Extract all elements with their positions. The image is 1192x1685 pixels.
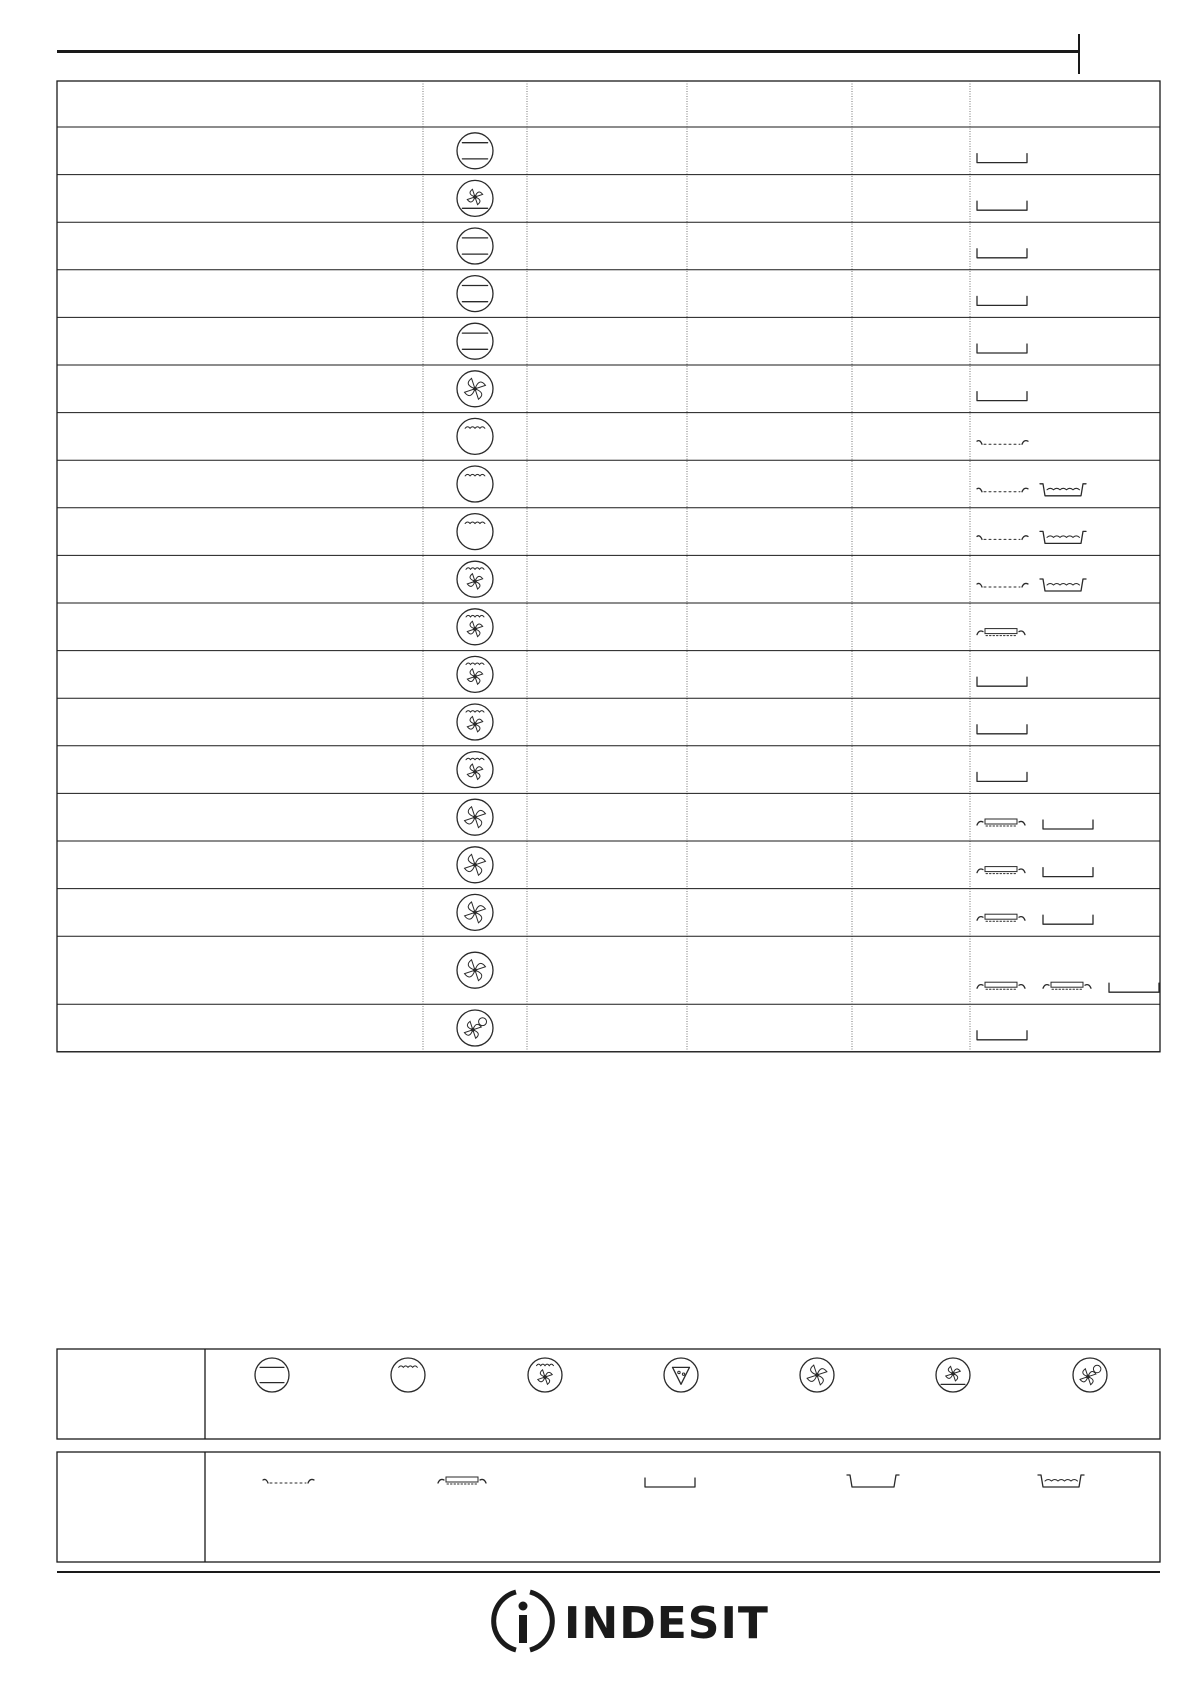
drip-tray-icon (645, 1478, 695, 1487)
functions-legend (57, 1349, 1160, 1439)
eco-fan-icon (1073, 1358, 1107, 1392)
convection-fan-icon (800, 1358, 834, 1392)
wire-shelf-icon (263, 1479, 314, 1483)
deep-tray-icon (847, 1475, 899, 1487)
drip-tray-water-icon (1038, 1475, 1084, 1487)
forced-air-bottom-icon (936, 1358, 970, 1392)
conventional-icon (255, 1358, 289, 1392)
brand-logo (488, 1588, 769, 1654)
grill-icon (391, 1358, 425, 1392)
accessories-legend (57, 1452, 1160, 1562)
baking-tray-icon (438, 1477, 486, 1484)
brand-name: INDESIT (564, 1598, 769, 1649)
pizza-icon (664, 1358, 698, 1392)
turbo-grill-icon (528, 1358, 562, 1392)
footer-rule (57, 1571, 1160, 1573)
